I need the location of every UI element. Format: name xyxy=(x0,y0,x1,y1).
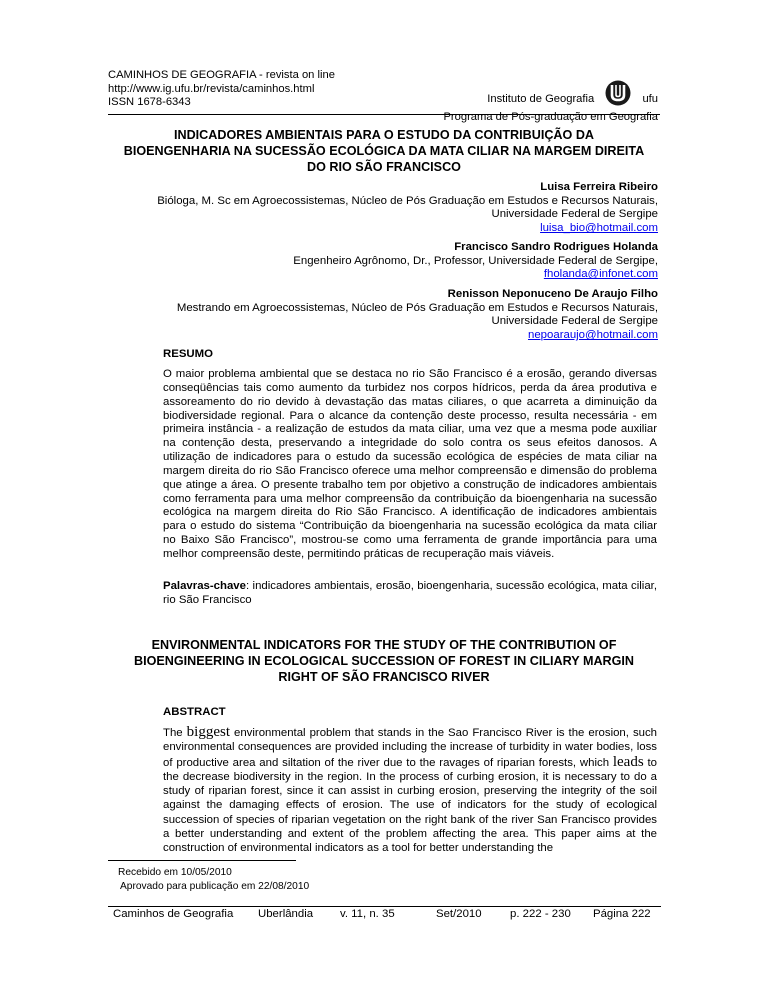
approved-date: Aprovado para publicação em 22/08/2010 xyxy=(120,880,310,892)
institute-line xyxy=(443,80,658,111)
footer-pages: p. 222 - 230 xyxy=(510,908,571,920)
abstract-text xyxy=(163,725,657,856)
keywords-label: Palavras-chave xyxy=(163,580,246,592)
abstract-segment: The xyxy=(163,727,187,739)
footer-journal: Caminhos de Geografia xyxy=(113,908,234,920)
author-block xyxy=(157,181,658,236)
author-affiliation: Engenheiro Agrônomo, Dr., Professor, Universidade Federal de Sergipe, xyxy=(293,254,658,267)
author-affiliation: Mestrando em Agroecossistemas, Núcleo de Pós Graduação em Estudos e Recursos Naturais, xyxy=(176,301,658,314)
author-block xyxy=(177,288,658,343)
title-en-line: RIGHT OF SÃO FRANCISCO RIVER xyxy=(278,669,490,684)
abstract-heading: ABSTRACT xyxy=(163,706,226,718)
journal-issn: ISSN 1678-6343 xyxy=(108,96,191,109)
title-pt xyxy=(100,128,668,175)
footer-city: Uberlândia xyxy=(258,908,314,920)
journal-name: CAMINHOS DE GEOGRAFIA - revista on line xyxy=(108,69,335,81)
abstract-segment: to the decrease biodiversity in the region. In the process of curbing erosion, it is necessary to do a study of riparian forest, since it can assist in curbing erosion, preserving the integrity of the soil against the damaging effects of erosion. The use of indicators for the study of ecological succession of species of riparian vegetation on the right bank of the river San Francisco provides a better understanding and extent of the problem affecting the area. This paper aims at the construction of environmental indicators as a tool for better understanding the xyxy=(163,756,657,855)
author-affiliation: Bióloga, M. Sc em Agroecossistemas, Núcleo de Pós Graduação em Estudos e Recursos Naturais, xyxy=(157,194,658,207)
author-block xyxy=(293,241,658,282)
keywords xyxy=(163,580,657,608)
author-email-link[interactable]: fholanda@infonet.com xyxy=(543,268,658,281)
footer-volume: v. 11, n. 35 xyxy=(340,908,395,920)
title-en-line: ENVIRONMENTAL INDICATORS FOR THE STUDY OF THE CONTRIBUTION OF xyxy=(151,638,617,652)
title-en xyxy=(100,638,668,685)
resumo-text: O maior problema ambiental que se destaca no rio São Francisco é a erosão, gerando diversas conseqüências tais como aumento da turbidez nos corpos hídricos, perda da área produtiva e assoreamento do rio devido à devastação das matas ciliares, o que acarreta a diminuição da biodiversidade regional. Para o alcance da contenção deste processo, resulta necessária - em primeira instância - a realização de estudos da mata ciliar, uma vez que a mesma pode auxiliar na contenção desta, preservando a integridade do solo contra os seus efeitos danosos. A utilização de indicadores para o estudo da sucessão ecológica de espécies de mata ciliar na margem direita do rio São Francisco oferece uma melhor compreensão e dimensão do problema que atinge a área. O presente trabalho tem por objetivo a construção de indicadores ambientais como ferramenta para uma melhor compreensão da contribuição da bioengenharia na sucessão ecológica na margem direita do Rio São Francisco. A identificação de indicadores ambientais para o estudo do sistema “Contribuição da bioengenharia na sucessão ecológica da mata ciliar no Baixo São Francisco”, mostrou-se como uma ferramenta de grande importância para uma melhor compreensão deste, permitindo práticas de recuperação mais viáveis. xyxy=(163,368,657,560)
footer-rule xyxy=(108,906,661,907)
journal-header xyxy=(108,69,335,110)
ufu-logo-text: ufu xyxy=(642,93,658,105)
abstract-segment: leads xyxy=(612,753,644,770)
title-pt-line: INDICADORES AMBIENTAIS PARA O ESTUDO DA CONTRIBUIÇÃO DA xyxy=(173,128,595,142)
program-name: Programa de Pós-graduação em Geografia xyxy=(443,110,658,123)
journal-url: http://www.ig.ufu.br/revista/caminhos.html xyxy=(108,82,315,95)
footnote xyxy=(118,866,309,894)
ufu-logo-icon xyxy=(603,80,633,111)
author-affiliation: Universidade Federal de Sergipe xyxy=(491,208,658,221)
abstract-segment: biggest xyxy=(186,724,230,740)
resumo-heading: RESUMO xyxy=(163,348,213,360)
author-email-link[interactable]: luisa_bio@hotmail.com xyxy=(540,222,658,235)
author-email-link[interactable]: nepoaraujo@hotmail.com xyxy=(528,329,658,342)
footer-date: Set/2010 xyxy=(436,908,482,920)
author-name: Luisa Ferreira Ribeiro xyxy=(540,181,658,193)
institution-header xyxy=(443,80,658,124)
keywords-list: : indicadores ambientais, erosão, bioengenharia, sucessão ecológica, mata ciliar, rio São Francisco xyxy=(163,580,657,606)
received-date: Recebido em 10/05/2010 xyxy=(118,867,232,878)
header-rule xyxy=(108,114,660,115)
abstract-segment: environmental problem that stands in the Sao Francisco River is the erosion, such environmental consequences are provided including the increase of turbidity in water bodies, loss of productive area and siltation of the river due to the ravages of riparian forests, which xyxy=(163,727,658,769)
page-footer xyxy=(0,908,768,928)
footer-page-number: Página 222 xyxy=(593,908,651,920)
institute-name: Instituto de Geografia xyxy=(487,93,595,105)
title-pt-line: DO RIO SÃO FRANCISCO xyxy=(307,159,461,174)
author-name: Renisson Neponuceno De Araujo Filho xyxy=(447,288,658,300)
author-name: Francisco Sandro Rodrigues Holanda xyxy=(454,241,658,253)
author-affiliation: Universidade Federal de Sergipe xyxy=(491,315,658,328)
title-pt-line: BIOENGENHARIA NA SUCESSÃO ECOLÓGICA DA MATA CILIAR NA MARGEM DIREITA xyxy=(123,143,645,158)
title-en-line: BIOENGINEERING IN ECOLOGICAL SUCCESSION OF FOREST IN CILIARY MARGIN xyxy=(133,653,635,668)
footnote-rule xyxy=(108,860,296,861)
